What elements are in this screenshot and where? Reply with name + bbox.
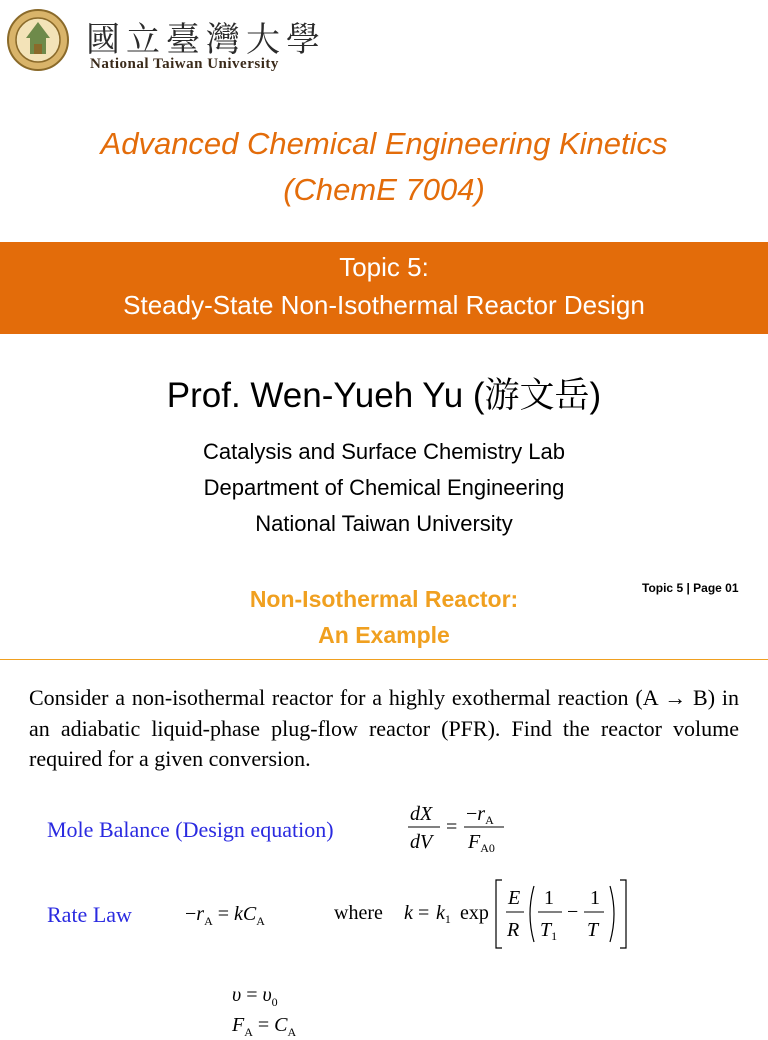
lab-name: Catalysis and Surface Chemistry Lab	[203, 439, 565, 464]
page-label: Topic 5 | Page 01	[642, 581, 739, 595]
section-divider	[0, 659, 768, 660]
svg-text:k: k	[404, 902, 413, 924]
svg-text:dX: dX	[410, 803, 433, 825]
volumetric-flow-equation: $\upsilon = \upsilon_0$	[232, 984, 278, 1009]
ntu-seal-icon	[6, 8, 70, 72]
intro-paragraph: Consider a non-isothermal reactor for a highly exothermal reaction (A → B) in an adiabatic liquid-phase plug-flow reactor (PFR). Find the reactor volume required for a given conversion.	[29, 685, 739, 771]
topic-title: Steady-State Non-Isothermal Reactor Design	[123, 290, 645, 320]
rate-law-equation: $-r_A = kC_A$	[185, 903, 265, 928]
svg-text:FA0: $F_{A0}$	[468, 831, 495, 855]
svg-text:T: T	[587, 919, 599, 941]
svg-text:−: −	[567, 901, 579, 923]
where-label: where	[334, 902, 383, 924]
svg-text:exp: exp	[460, 902, 489, 924]
topic-number: Topic 5:	[339, 252, 429, 282]
svg-text:dV: dV	[410, 831, 433, 853]
section-title-line-2: An Example	[318, 622, 450, 648]
university-name-chinese: 國立臺灣大學	[86, 20, 326, 60]
arrhenius-equation	[402, 874, 634, 952]
department-name: Department of Chemical Engineering	[203, 475, 565, 500]
svg-text:T1: $T_1$	[540, 919, 558, 943]
section-title-line-1: Non-Isothermal Reactor:	[249, 586, 519, 612]
course-title: Advanced Chemical Engineering Kinetics	[100, 126, 668, 161]
rate-law-label: Rate Law	[47, 902, 132, 927]
university-affiliation: National Taiwan University	[255, 511, 513, 536]
mole-balance-label: Mole Balance (Design equation)	[47, 817, 334, 842]
course-code: (ChemE 7004)	[283, 172, 485, 207]
svg-text:1: 1	[544, 887, 554, 909]
svg-text:k1: $k_1$	[436, 902, 451, 926]
svg-text:E: E	[508, 887, 521, 909]
svg-text:−rA: $-r_A$	[466, 803, 494, 827]
partial-flow-equation: $F_A = C_A$	[232, 1014, 297, 1039]
svg-text:R: R	[507, 919, 520, 941]
university-name-english: National Taiwan University	[90, 56, 279, 72]
svg-text:=: =	[446, 816, 458, 838]
svg-text:1: 1	[590, 887, 600, 909]
instructor-name: Prof. Wen-Yueh Yu (游文岳)	[166, 376, 602, 415]
design-equation	[404, 796, 514, 860]
svg-text:=: =	[418, 902, 430, 924]
